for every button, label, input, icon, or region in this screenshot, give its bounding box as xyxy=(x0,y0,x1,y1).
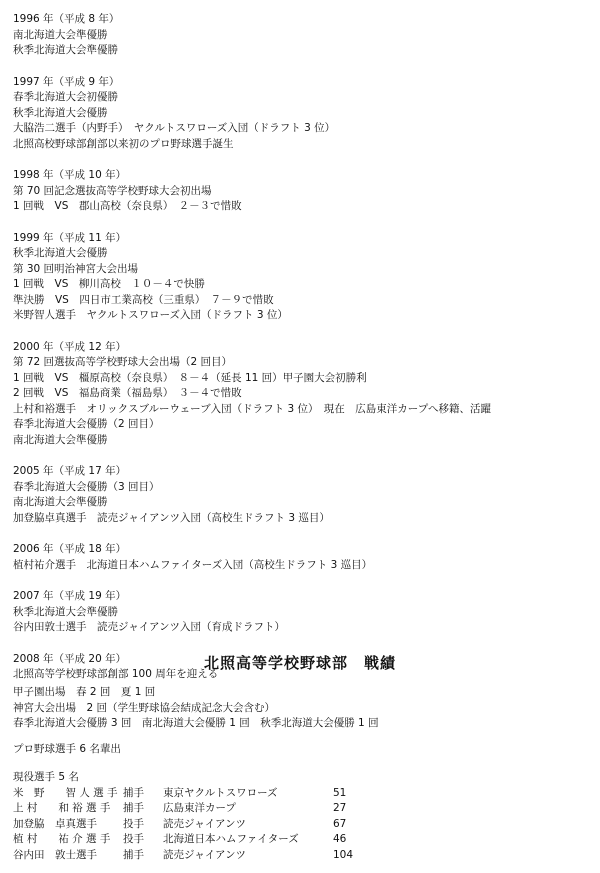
history-item: 南北海道大会準優勝 xyxy=(13,433,108,446)
history-item: 2 回戦 VS 福島商業（福島県） ３－４で惜敗 xyxy=(13,387,242,399)
player-position: 捕手 xyxy=(123,786,144,799)
history-item: 春季北海道大会優勝（2 回目） xyxy=(13,418,160,430)
history-item: 谷内田敦士選手 読売ジャイアンツ入団（育成ドラフト） xyxy=(13,621,286,633)
player-position: 捕手 xyxy=(123,848,144,861)
player-number: 67 xyxy=(333,817,347,830)
history-item: 植村祐介選手 北海道日本ハムファイターズ入団（高校生ドラフト 3 巡目） xyxy=(13,558,373,571)
active-players-section xyxy=(13,770,373,863)
history-item: 上村和裕選手 オリックスブルーウェーブ入団（ドラフト 3 位） 現在 広島東洋カープへ移籍、活躍 xyxy=(13,402,491,415)
player-number: 51 xyxy=(333,786,347,799)
player-number: 27 xyxy=(333,802,347,814)
history-item: 1 回戦 VS 橿原高校（奈良県） ８－４（延長 11 回）甲子園大会初勝利 xyxy=(13,371,367,384)
history-year-block xyxy=(13,12,593,59)
player-team: 読売ジャイアンツ xyxy=(163,848,247,861)
history-item: 秋季北海道大会優勝 xyxy=(13,106,108,119)
player-row xyxy=(13,786,373,802)
championships: 春季北海道大会優勝 3 回 南北海道大会優勝 1 回 秋季北海道大会優勝 1 回 xyxy=(13,717,379,729)
player-team: 広島東洋カープ xyxy=(163,802,236,814)
player-position: 投手 xyxy=(123,817,144,830)
record-title: 北照高等学校野球部 戦績 xyxy=(203,654,396,672)
player-row xyxy=(13,801,373,817)
history-item: 南北海道大会準優勝 xyxy=(13,28,108,41)
history-item: 1 回戦 VS 柳川高校 １０－４で快勝 xyxy=(13,278,205,290)
player-position: 捕手 xyxy=(123,802,144,814)
player-number: 104 xyxy=(333,848,354,861)
player-row xyxy=(13,848,373,864)
player-team: 読売ジャイアンツ xyxy=(163,817,247,830)
history-item: 南北海道大会準優勝 xyxy=(13,496,108,508)
history-year: 1999 年（平成 11 年） xyxy=(13,231,127,244)
history-item: 大脇浩二選手（内野手） ヤクルトスワローズ入団（ドラフト 3 位） xyxy=(13,122,336,134)
history-item: 第 30 回明治神宮大会出場 xyxy=(13,262,139,275)
summary-section xyxy=(13,685,593,757)
player-team: 北海道日本ハムファイターズ xyxy=(163,833,299,845)
history-year-block xyxy=(13,231,593,324)
player-name: 米 野 智 人 選 手 xyxy=(13,786,118,799)
player-list xyxy=(13,786,373,864)
history-year: 2007 年（平成 19 年） xyxy=(13,590,127,602)
history-year: 2008 年（平成 20 年） xyxy=(13,652,127,665)
history-item: 米野智人選手 ヤクルトスワローズ入団（ドラフト 3 位） xyxy=(13,309,288,321)
history-year: 1998 年（平成 10 年） xyxy=(13,169,127,181)
history-item: 第 70 回記念選抜高等学校野球大会初出場 xyxy=(13,184,212,197)
history-item: 秋季北海道大会優勝 xyxy=(13,247,108,259)
history-item: 1 回戦 VS 郡山高校（奈良県） ２－３で惜敗 xyxy=(13,200,242,212)
player-row xyxy=(13,817,373,833)
history-year-block xyxy=(13,340,593,449)
history-year-block xyxy=(13,464,593,526)
history-item: 秋季北海道大会準優勝 xyxy=(13,44,118,56)
jingu-appearances: 神宮大会出場 2 回（学生野球協会結成記念大会含む） xyxy=(13,701,276,714)
player-name: 上 村 和 裕 選 手 xyxy=(13,802,111,814)
history-item: 加登脇卓真選手 読売ジャイアンツ入団（高校生ドラフト 3 巡目） xyxy=(13,511,330,524)
player-row xyxy=(13,832,373,848)
player-position: 投手 xyxy=(123,833,144,845)
history-year-block xyxy=(13,168,593,215)
pro-player-count: プロ野球選手 6 名輩出 xyxy=(13,742,121,755)
history-item: 準決勝 VS 四日市工業高校（三重県） ７－９で惜敗 xyxy=(13,293,274,306)
history-item: 春季北海道大会優勝（3 回目） xyxy=(13,480,160,493)
player-name: 谷内田 敦士選手 xyxy=(13,848,97,861)
player-name: 植 村 祐 介 選 手 xyxy=(13,833,111,845)
history-year: 1997 年（平成 9 年） xyxy=(13,75,120,88)
history-year: 1996 年（平成 8 年） xyxy=(13,13,120,25)
history-item: 第 72 回選抜高等学校野球大会出場（2 回目） xyxy=(13,356,233,368)
history-year: 2005 年（平成 17 年） xyxy=(13,465,127,477)
active-players-heading: 現役選手 5 名 xyxy=(13,771,79,783)
history-item: 北照高等学校野球部創部 100 周年を迎える xyxy=(13,668,219,680)
player-number: 46 xyxy=(333,833,347,845)
koshien-appearances: 甲子園出場 春 2 回 夏 1 回 xyxy=(13,686,156,698)
history-item: 秋季北海道大会準優勝 xyxy=(13,605,118,618)
history-section xyxy=(13,12,593,699)
history-year-block xyxy=(13,542,593,573)
history-year: 2006 年（平成 18 年） xyxy=(13,543,127,555)
history-year: 2000 年（平成 12 年） xyxy=(13,340,127,353)
history-year-block xyxy=(13,75,593,153)
history-item: 春季北海道大会初優勝 xyxy=(13,91,118,103)
history-year-block xyxy=(13,589,593,636)
player-name: 加登脇 卓真選手 xyxy=(13,817,97,830)
history-item: 北照高校野球部創部以来初のプロ野球選手誕生 xyxy=(13,137,234,150)
player-team: 東京ヤクルトスワローズ xyxy=(163,786,278,799)
